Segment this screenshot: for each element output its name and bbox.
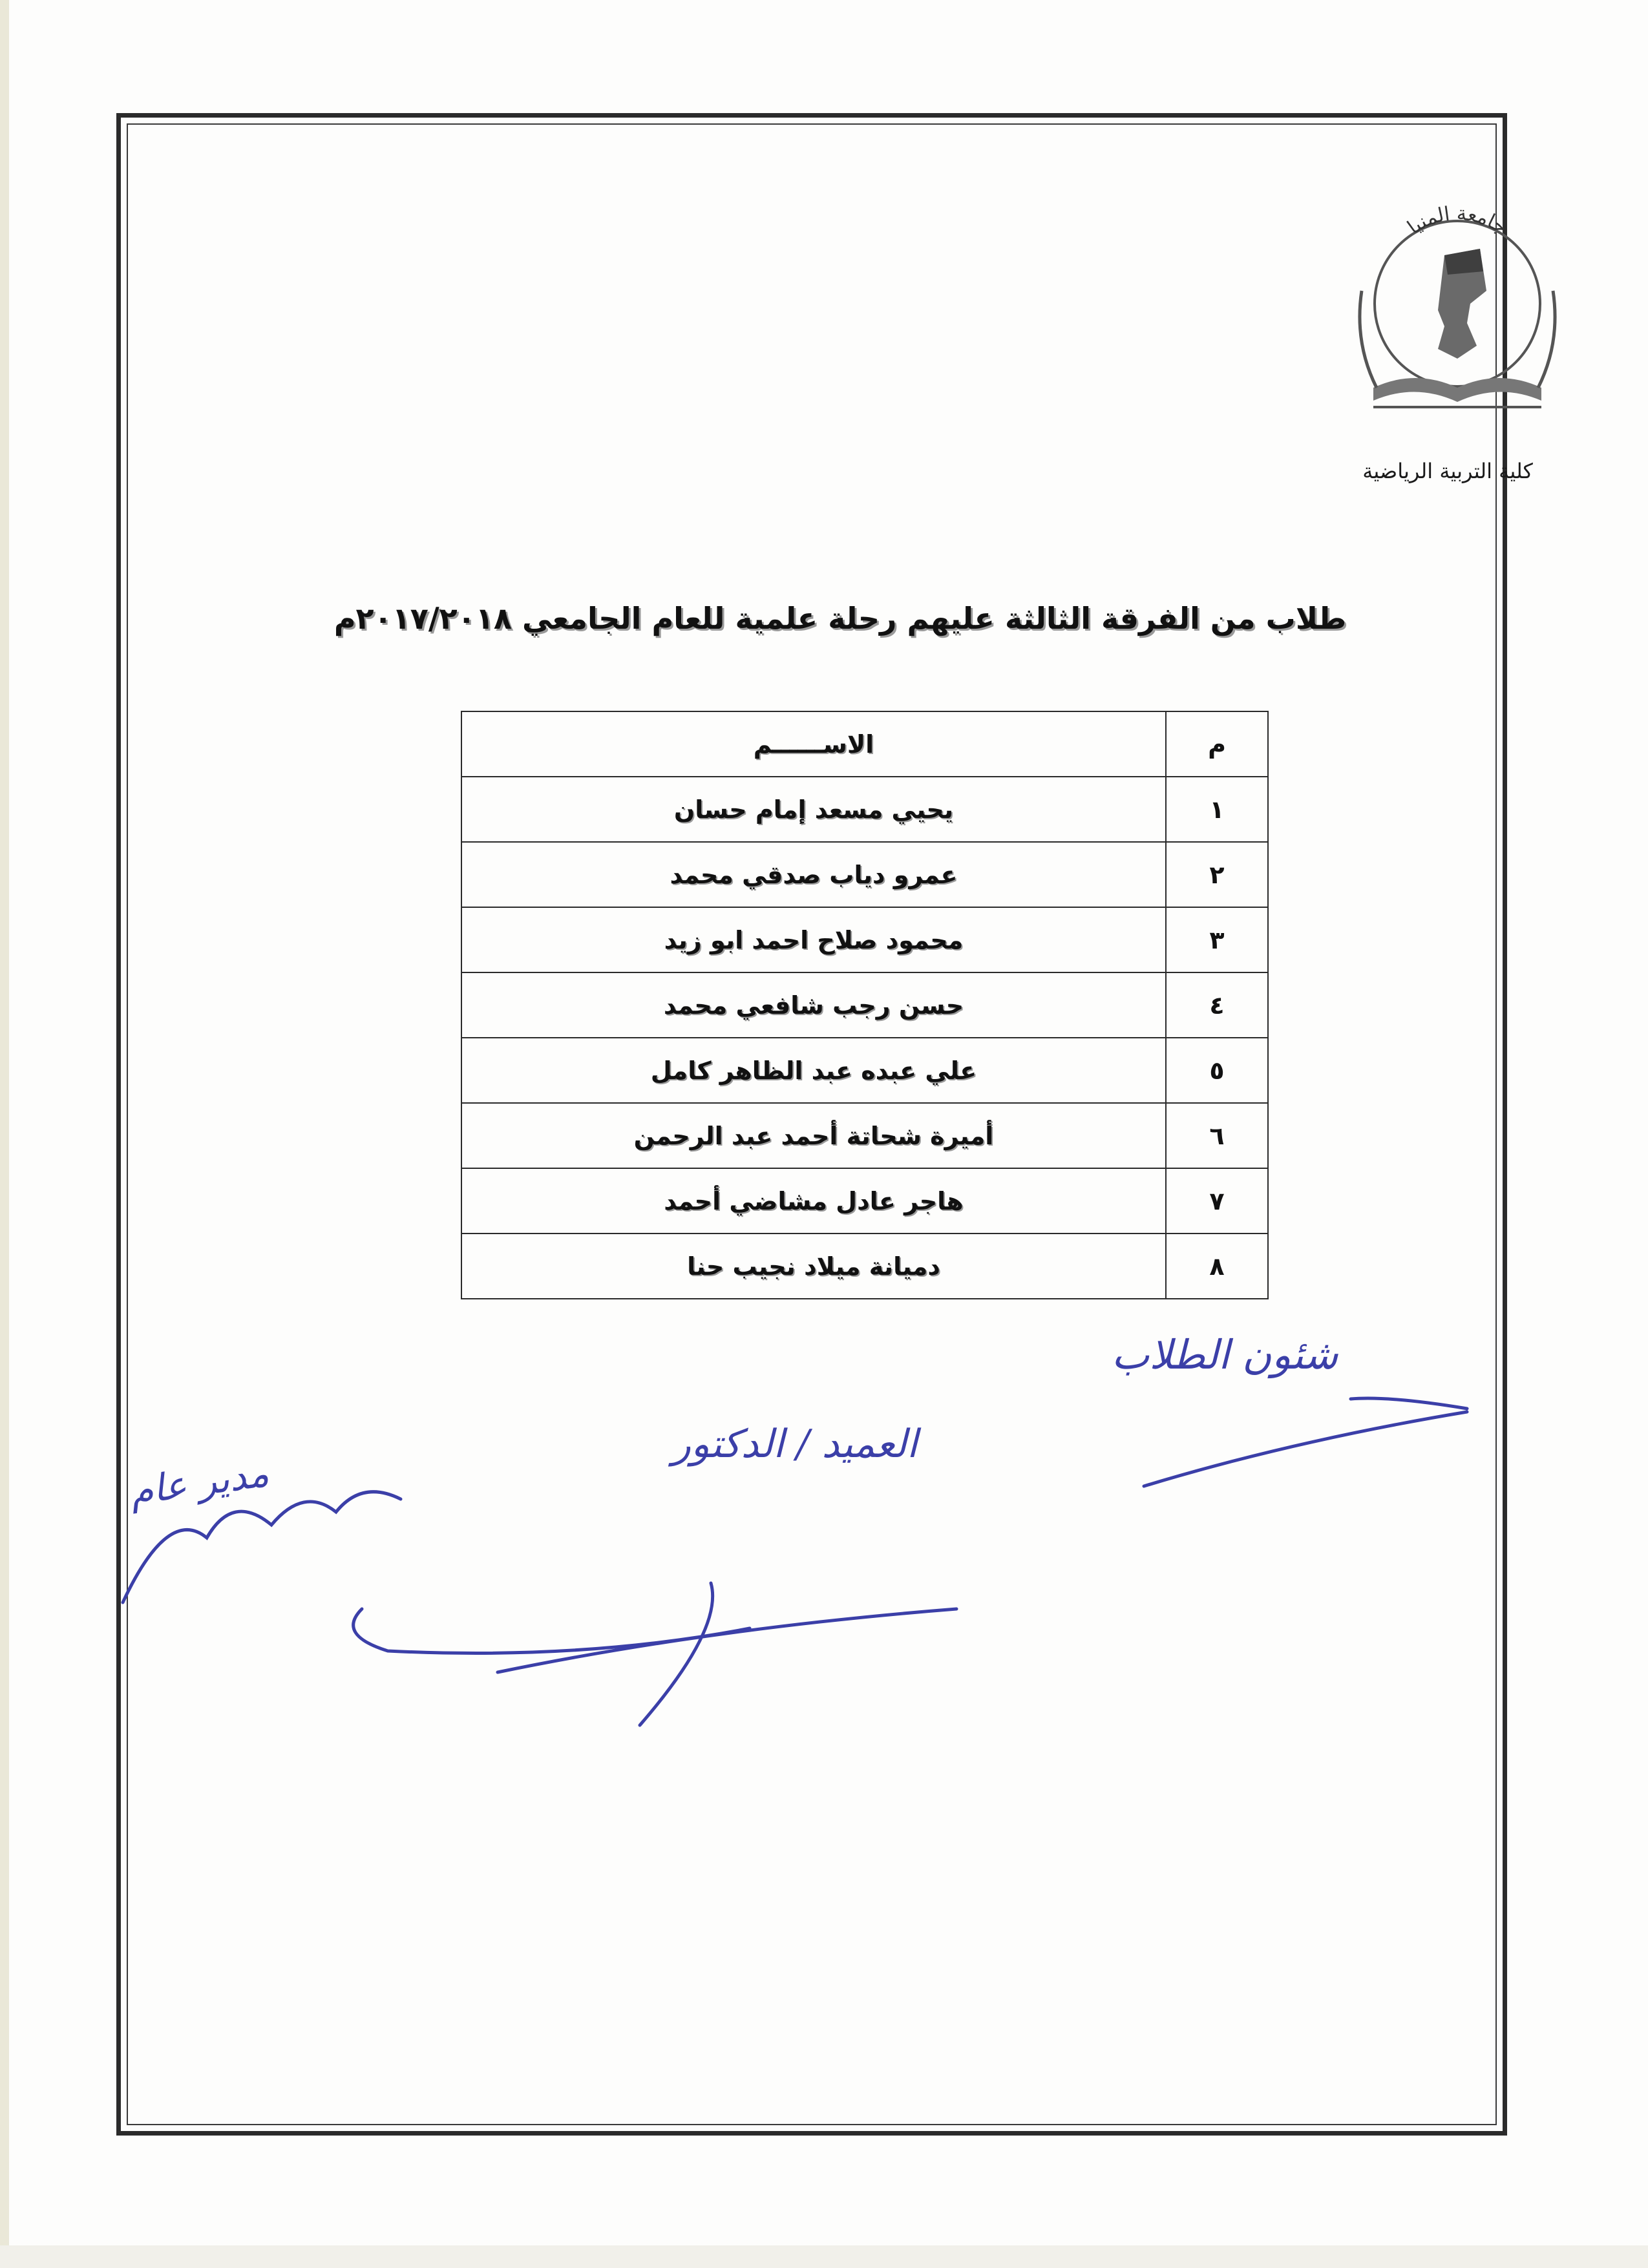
- student-name: محمود صلاح احمد ابو زيد: [461, 907, 1166, 972]
- scan-edge-bottom: [0, 2245, 1648, 2268]
- table-row: [461, 1038, 1268, 1103]
- page-title: طلاب من الفرقة الثالثة عليهم رحلة علمية للعام الجامعي ٢٠١٧/٢٠١٨م: [333, 601, 1347, 636]
- student-name: علي عبده عبد الظاهر كامل: [461, 1038, 1166, 1103]
- header-name: الاســــــم: [461, 711, 1166, 777]
- signature-strokes: [0, 1325, 1648, 1777]
- signature-person: مدير عام: [127, 1451, 271, 1514]
- table-header-row: [461, 711, 1268, 777]
- student-name: دميانة ميلاد نجيب حنا: [461, 1234, 1166, 1299]
- table-row: [461, 777, 1268, 842]
- row-number: ٦: [1166, 1103, 1268, 1168]
- seal-crown: [1444, 249, 1483, 275]
- university-seal-icon: [1347, 194, 1567, 439]
- signature-dean: العميد / الدكتور: [672, 1422, 918, 1467]
- table-row: [461, 972, 1268, 1038]
- row-number: ٢: [1166, 842, 1268, 907]
- header-number: م: [1166, 711, 1268, 777]
- signature-student-affairs: شئون الطلاب: [1112, 1331, 1338, 1378]
- row-number: ١: [1166, 777, 1268, 842]
- table-row: [461, 1103, 1268, 1168]
- row-number: ٥: [1166, 1038, 1268, 1103]
- table-row: [461, 842, 1268, 907]
- student-name: أميرة شحاتة أحمد عبد الرحمن: [461, 1103, 1166, 1168]
- row-number: ٣: [1166, 907, 1268, 972]
- student-name: حسن رجب شافعي محمد: [461, 972, 1166, 1038]
- seal-book: [1373, 378, 1541, 402]
- signature-stroke-person: [123, 1492, 401, 1602]
- signature-stroke-affairs-tail: [1351, 1398, 1467, 1409]
- faculty-name: كلية التربية الرياضية: [1362, 459, 1533, 483]
- signature-stroke-affairs: [1144, 1412, 1467, 1486]
- student-name: عمرو دياب صدقي محمد: [461, 842, 1166, 907]
- table-row: [461, 1168, 1268, 1234]
- signature-stroke-dean-b: [498, 1609, 956, 1672]
- seal-caption: جامعة المنيا: [1403, 202, 1511, 239]
- row-number: ٤: [1166, 972, 1268, 1038]
- scan-edge-left: [0, 0, 9, 2268]
- row-number: ٨: [1166, 1234, 1268, 1299]
- table-row: [461, 1234, 1268, 1299]
- signature-stroke-dean-c: [640, 1583, 713, 1725]
- signature-stroke-dean-a: [354, 1609, 750, 1653]
- table-row: [461, 907, 1268, 972]
- students-table: [461, 711, 1269, 1299]
- student-name: يحيي مسعد إمام حسان: [461, 777, 1166, 842]
- student-name: هاجر عادل مشاضي أحمد: [461, 1168, 1166, 1234]
- row-number: ٧: [1166, 1168, 1268, 1234]
